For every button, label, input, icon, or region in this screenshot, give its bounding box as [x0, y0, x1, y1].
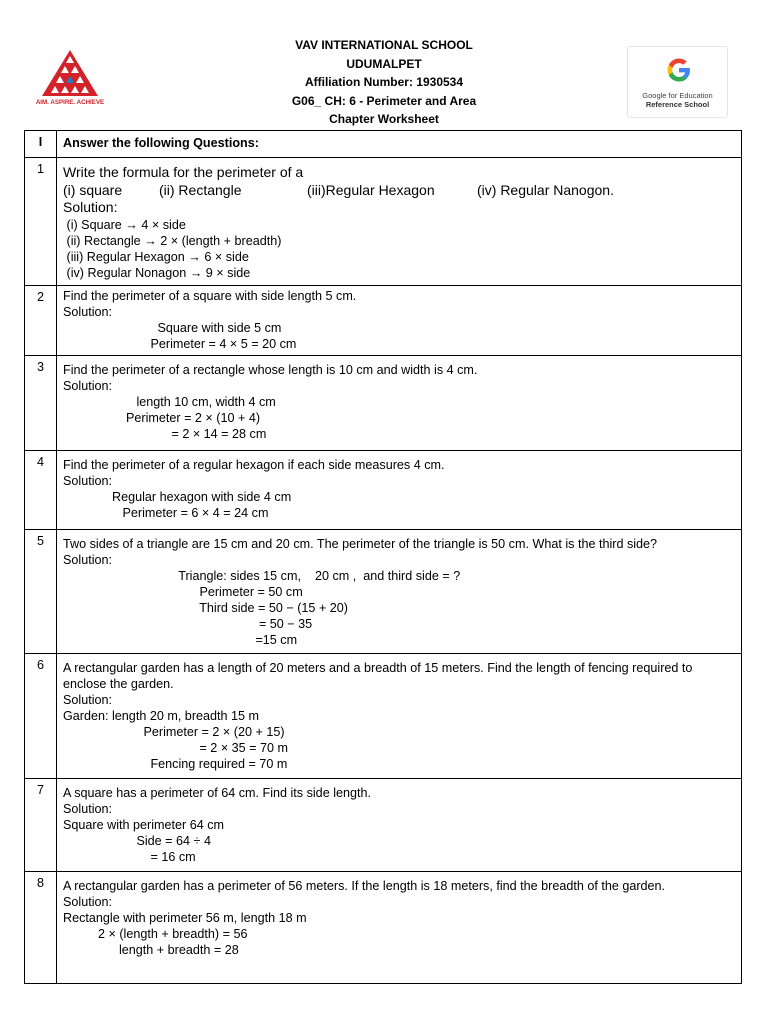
question-number: 6: [25, 654, 57, 779]
option-rectangle: (ii) Rectangle: [159, 181, 242, 198]
google-g-icon: [664, 55, 694, 85]
solution-line: = 2 × 35 = 70 m: [63, 741, 289, 755]
solution-line: Garden: length 20 m, breadth 15 m: [63, 709, 260, 723]
question-number: 1: [25, 158, 57, 286]
solution-line: = 2 × 14 = 28 cm: [63, 427, 267, 441]
solution-line: Triangle: sides 15 cm, 20 cm , and third side = ?: [63, 569, 461, 583]
solution-label: Solution:: [63, 553, 113, 567]
solution-line: = 16 cm: [63, 850, 196, 864]
question-row-4: [25, 451, 742, 530]
school-name: VAV INTERNATIONAL SCHOOL: [295, 38, 473, 52]
solution-line: Rectangle with perimeter 56 m, length 18 m: [63, 911, 307, 925]
badge-line-2: Reference School: [645, 100, 710, 109]
solution-line: = 50 − 35: [63, 617, 313, 631]
solution-line: (ii) Rectangle → 2 × (length + breadth): [63, 233, 282, 248]
solution-line: Perimeter = 6 × 4 = 24 cm: [63, 506, 269, 520]
worksheet-title: Chapter Worksheet: [329, 112, 439, 127]
solution-label: Solution:: [63, 305, 113, 319]
question-number: 5: [25, 530, 57, 654]
solution-line: Square with perimeter 64 cm: [63, 818, 224, 832]
solution-label: Solution:: [63, 802, 113, 816]
question-row-6: [25, 654, 742, 779]
school-city: UDUMALPET: [346, 56, 422, 71]
affiliation-number: Affiliation Number: 1930534: [304, 75, 464, 90]
solution-line: Perimeter = 50 cm: [63, 585, 303, 599]
solution-label: Solution:: [63, 474, 113, 488]
question-text: Two sides of a triangle are 15 cm and 20 cm. The perimeter of the triangle is 50 cm. What is the third side?: [63, 537, 658, 551]
option-hexagon: (iii)Regular Hexagon: [307, 181, 435, 198]
question-row-1: [25, 158, 742, 286]
question-row-8: [25, 872, 742, 984]
solution-line: =15 cm: [63, 633, 298, 647]
option-square: (i) square: [63, 181, 123, 198]
school-logo-icon: [34, 48, 106, 106]
solution-line: (i) Square → 4 × side: [63, 217, 186, 232]
question-text: Find the perimeter of a rectangle whose length is 10 cm and width is 4 cm.: [63, 363, 478, 377]
table-header-row: [25, 131, 742, 158]
solution-line: Third side = 50 − (15 + 20): [63, 601, 348, 615]
solution-label: Solution:: [63, 895, 113, 909]
question-row-7: [25, 779, 742, 872]
solution-label: Solution:: [63, 693, 113, 707]
header-instruction: Answer the following Questions:: [57, 131, 742, 158]
question-row-2: [25, 286, 742, 356]
header-number: I: [25, 131, 57, 158]
question-text: Write the formula for the perimeter of a: [63, 164, 304, 180]
solution-line: Perimeter = 4 × 5 = 20 cm: [63, 337, 297, 351]
solution-line: (iii) Regular Hexagon → 6 × side: [63, 249, 249, 264]
question-options: [63, 182, 735, 200]
logo-tagline: AIM. ASPIRE. ACHIEVE: [35, 99, 105, 106]
solution-line: 2 × (length + breadth) = 56: [63, 927, 248, 941]
question-text: Find the perimeter of a regular hexagon if each side measures 4 cm.: [63, 458, 445, 472]
school-logo: [34, 48, 106, 106]
google-reference-badge: [627, 46, 728, 118]
solution-line: length 10 cm, width 4 cm: [63, 395, 276, 409]
solution-label: Solution:: [63, 199, 118, 215]
question-text: A rectangular garden has a length of 20 meters and a breadth of 15 meters. Find the length of fencing required to enclose the garden.: [63, 661, 693, 691]
worksheet-table: [24, 130, 742, 984]
solution-line: Square with side 5 cm: [63, 321, 282, 335]
solution-line: Perimeter = 2 × (20 + 15): [63, 725, 285, 739]
solution-line: length + breadth = 28: [63, 943, 239, 957]
question-row-3: [25, 356, 742, 451]
solution-line: Side = 64 ÷ 4: [63, 834, 211, 848]
solution-line: Regular hexagon with side 4 cm: [63, 490, 292, 504]
question-text: A square has a perimeter of 64 cm. Find its side length.: [63, 786, 372, 800]
question-number: 2: [25, 286, 57, 356]
solution-line: Fencing required = 70 m: [63, 757, 288, 771]
question-number: 4: [25, 451, 57, 530]
chapter-title: G06_ CH: 6 - Perimeter and Area: [291, 93, 477, 108]
solution-label: Solution:: [63, 379, 113, 393]
question-text: A rectangular garden has a perimeter of 56 meters. If the length is 18 meters, find the breadth of the garden.: [63, 879, 666, 893]
solution-line: Perimeter = 2 × (10 + 4): [63, 411, 261, 425]
question-number: 8: [25, 872, 57, 984]
question-text: Find the perimeter of a square with side length 5 cm.: [63, 289, 357, 303]
question-row-5: [25, 530, 742, 654]
badge-line-1: Google for Education: [642, 91, 713, 100]
option-nanogon: (iv) Regular Nanogon.: [477, 181, 614, 198]
question-number: 7: [25, 779, 57, 872]
solution-line: (iv) Regular Nonagon → 9 × side: [63, 265, 251, 280]
question-number: 3: [25, 356, 57, 451]
